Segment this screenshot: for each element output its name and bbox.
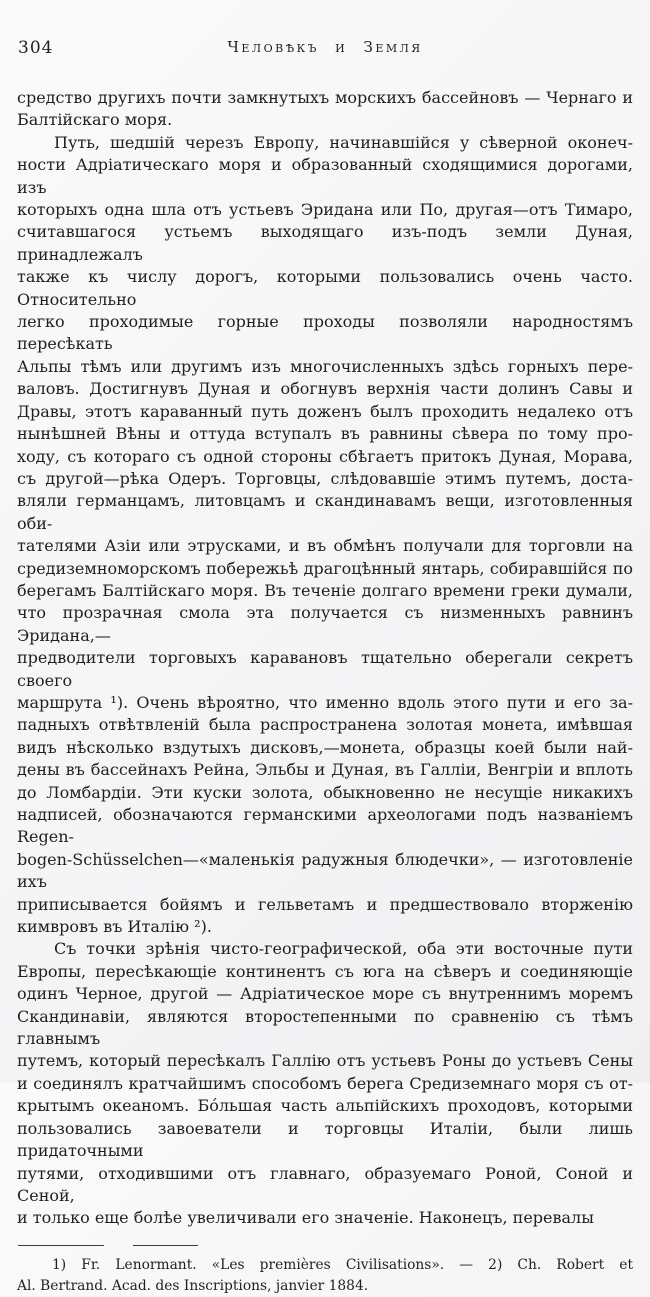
footnote-block [17,1255,633,1297]
text-line: Путь, шедшій черезъ Европу, начинавшійся у сѣверной оконеч- [54,132,633,152]
text-line: Балтійскаго моря. [17,110,173,130]
text-line: дены въ бассейнахъ Рейна, Эльбы и Дуная, въ Галліи, Венгріи и вплоть [17,760,633,780]
footnote-rule [18,1245,650,1247]
text-line: маршрута ¹). Очень вѣроятно, что именно вдоль этого пути и его за- [17,692,633,712]
page-number: 304 [18,38,54,58]
paragraph [17,938,633,1229]
text-line: предводители торговыхъ каравановъ тщательно оберегали секретъ своего [17,648,633,690]
text-line: также къ числу дорогъ, которыми пользовались очень часто. Относительно [17,267,633,309]
text-line: и соединялъ кратчайшимъ способомъ берега Средиземнаго моря съ от- [17,1073,633,1093]
text-line: средство другихъ почти замкнутыхъ морскихъ бассейновъ — Чернаго и [17,88,633,107]
paragraph [17,132,633,939]
text-line: видъ нѣсколько вздутыхъ дисковъ,—монета, образцы коей были най- [17,737,633,757]
text-line: надписей, обозначаются германскими археологами подъ названіемъ Regen- [17,805,633,847]
text-line: ности Адріатическаго моря и образованный сходящимися дорогами, изъ [17,155,633,197]
text-line: крытымъ океаномъ. Бо́льшая часть альпійскихъ проходовъ, которыми [17,1096,633,1116]
text-line: пользовались завоеватели и торговцы Италіи, были лишь придаточными [17,1118,633,1161]
text-line: ходу, съ котораго съ одной стороны сбѣгаетъ притокъ Дуная, Морава, [17,446,633,466]
footnote-rule-segment [133,1245,198,1247]
text-line: путями, отходившими отъ главнаго, образуемаго Роной, Соной и Сеной, [17,1163,633,1205]
text-line: считавшагося устьемъ выходящаго изъ-подъ земли Дуная, принадлежалъ [17,222,633,264]
text-line: съ другой—рѣка Одеръ. Торговцы, слѣдовавшіе этимъ путемъ, доста- [17,468,633,488]
text-line: до Ломбардіи. Эти куски золота, обыкновенно не несущіе никакихъ [17,782,633,802]
text-line: падныхъ отвѣтвленій была распространена золотая монета, имѣвшая [17,715,633,735]
text-line: одинъ Черное, другой — Адріатическое море съ внутреннимъ моремъ [17,984,633,1004]
text-line: кимвровъ въ Италію ²). [17,917,212,937]
text-line: путемъ, который пересѣкалъ Галлію отъ устьевъ Роны до устьевъ Сены [17,1051,633,1071]
text-line: нынѣшней Вѣны и оттуда вступалъ въ равнины сѣвера по тому про- [17,424,633,444]
text-line: Дравы, этотъ караванный путь доженъ былъ проходить недалеко отъ [17,401,633,421]
text-line: bogen-Schüsselchen—«маленькія радужныя блюдечки», — изготовленіе ихъ [17,849,633,892]
text-line: которыхъ одна шла отъ устьевъ Эридана или По, другая—отъ Тимаро, [17,200,633,220]
text-line: и только еще болѣе увеличивали его значеніе. Наконецъ, перевалы [17,1208,594,1228]
running-title: Человѣкъ и Земля [227,38,423,56]
paragraph [17,87,633,132]
page-header [0,0,650,60]
text-line: Al. Bertrand. Acad. des Inscriptions, janvier 1884. [17,1277,369,1294]
text-line: легко проходимые горные проходы позволяли народностямъ пересѣкать [17,312,633,354]
text-block [17,87,633,1230]
text-line: что прозрачная смола эта получается съ низменныхъ равнинъ Эридана,— [17,603,633,645]
text-line: Европы, пересѣкающіе континентъ съ юга на сѣверъ и соединяющіе [17,961,633,981]
text-line: тателями Азіи или этрусками, и въ обмѣнъ получали для торговли на [17,536,633,556]
text-line: валовъ. Достигнувъ Дуная и обогнувъ верхнія части долинъ Савы и [17,379,633,399]
text-line: Съ точки зрѣнія чисто-географической, оба эти восточные пути [54,939,633,959]
text-line: Скандинавіи, являются второстепенными по сравненію съ тѣмъ главнымъ [17,1006,633,1049]
text-line: берегамъ Балтійскаго моря. Въ теченіе долгаго времени греки думали, [17,580,633,600]
text-line: средиземноморскомъ побережьѣ драгоцѣнный янтарь, собиравшійся по [17,558,633,578]
footnote-rule-segment [18,1245,104,1247]
text-line: 1) Fr. Lenormant. «Les premières Civilisations». — 2) Ch. Robert et [52,1256,633,1273]
text-line: приписывается бойямъ и гельветамъ и предшествовало вторженію [17,894,633,914]
text-line: вляли германцамъ, литовцамъ и скандинавамъ вещи, изготовленныя оби- [17,491,633,533]
text-line: Альпы тѣмъ или другимъ изъ многочисленныхъ здѣсь горныхъ пере- [17,356,633,376]
